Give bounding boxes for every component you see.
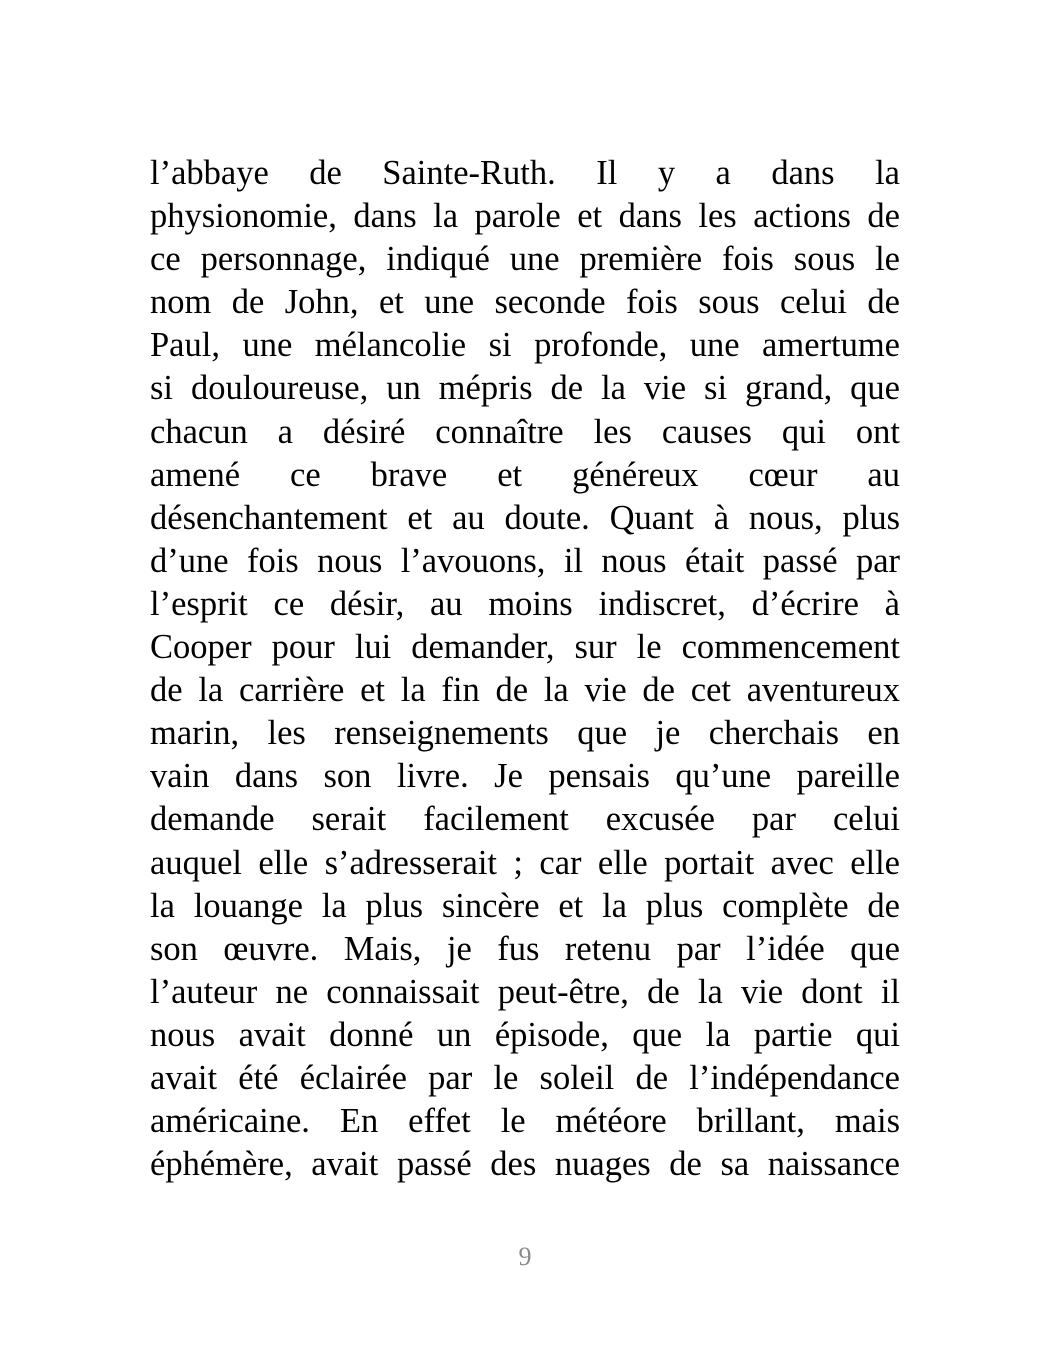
page-number: 9 [518, 1242, 532, 1271]
text-line: amené ce brave et généreux cœur au [150, 455, 900, 494]
text-line: son œuvre. Mais, je fus retenu par l’idée que [150, 929, 900, 968]
text-line: vain dans son livre. Je pensais qu’une pareille [150, 757, 900, 796]
text-line: éphémère, avait passé des nuages de sa naissance [150, 1145, 900, 1184]
text-line: si douloureuse, un mépris de la vie si grand, que [150, 369, 900, 408]
text-line: demande serait facilement excusée par celui [150, 800, 900, 839]
text-line: la louange la plus sincère et la plus complète de [150, 886, 900, 925]
text-line: marin, les renseignements que je cherchais en [150, 714, 900, 753]
text-line: l’abbaye de Sainte-Ruth. Il y a dans la [150, 154, 900, 192]
text-line: américaine. En effet le météore brillant, mais [150, 1102, 900, 1141]
text-line: de la carrière et la fin de la vie de cet aventureux [150, 671, 900, 710]
text-line: Paul, une mélancolie si profonde, une amertume [150, 326, 900, 365]
text-line: l’auteur ne connaissait peut-être, de la vie dont il [150, 972, 900, 1011]
text-line: physionomie, dans la parole et dans les actions de [150, 197, 900, 236]
text-line: nous avait donné un épisode, que la partie qui [150, 1015, 900, 1054]
text-line: chacun a désiré connaître les causes qui ont [150, 412, 900, 451]
text-line: désenchantement et au doute. Quant à nous, plus [150, 498, 900, 537]
text-line: d’une fois nous l’avouons, il nous était passé par [150, 541, 900, 580]
text-line: nom de John, et une seconde fois sous celui de [150, 283, 900, 322]
text-line: avait été éclairée par le soleil de l’indépendance [150, 1058, 900, 1097]
text-line: l’esprit ce désir, au moins indiscret, d’écrire à [150, 584, 900, 623]
text-line: ce personnage, indiqué une première fois sous le [150, 240, 900, 279]
text-line: auquel elle s’adresserait ; car elle portait avec elle [150, 843, 900, 882]
body-text [150, 152, 900, 1186]
text-line: Cooper pour lui demander, sur le commencement [150, 628, 900, 667]
